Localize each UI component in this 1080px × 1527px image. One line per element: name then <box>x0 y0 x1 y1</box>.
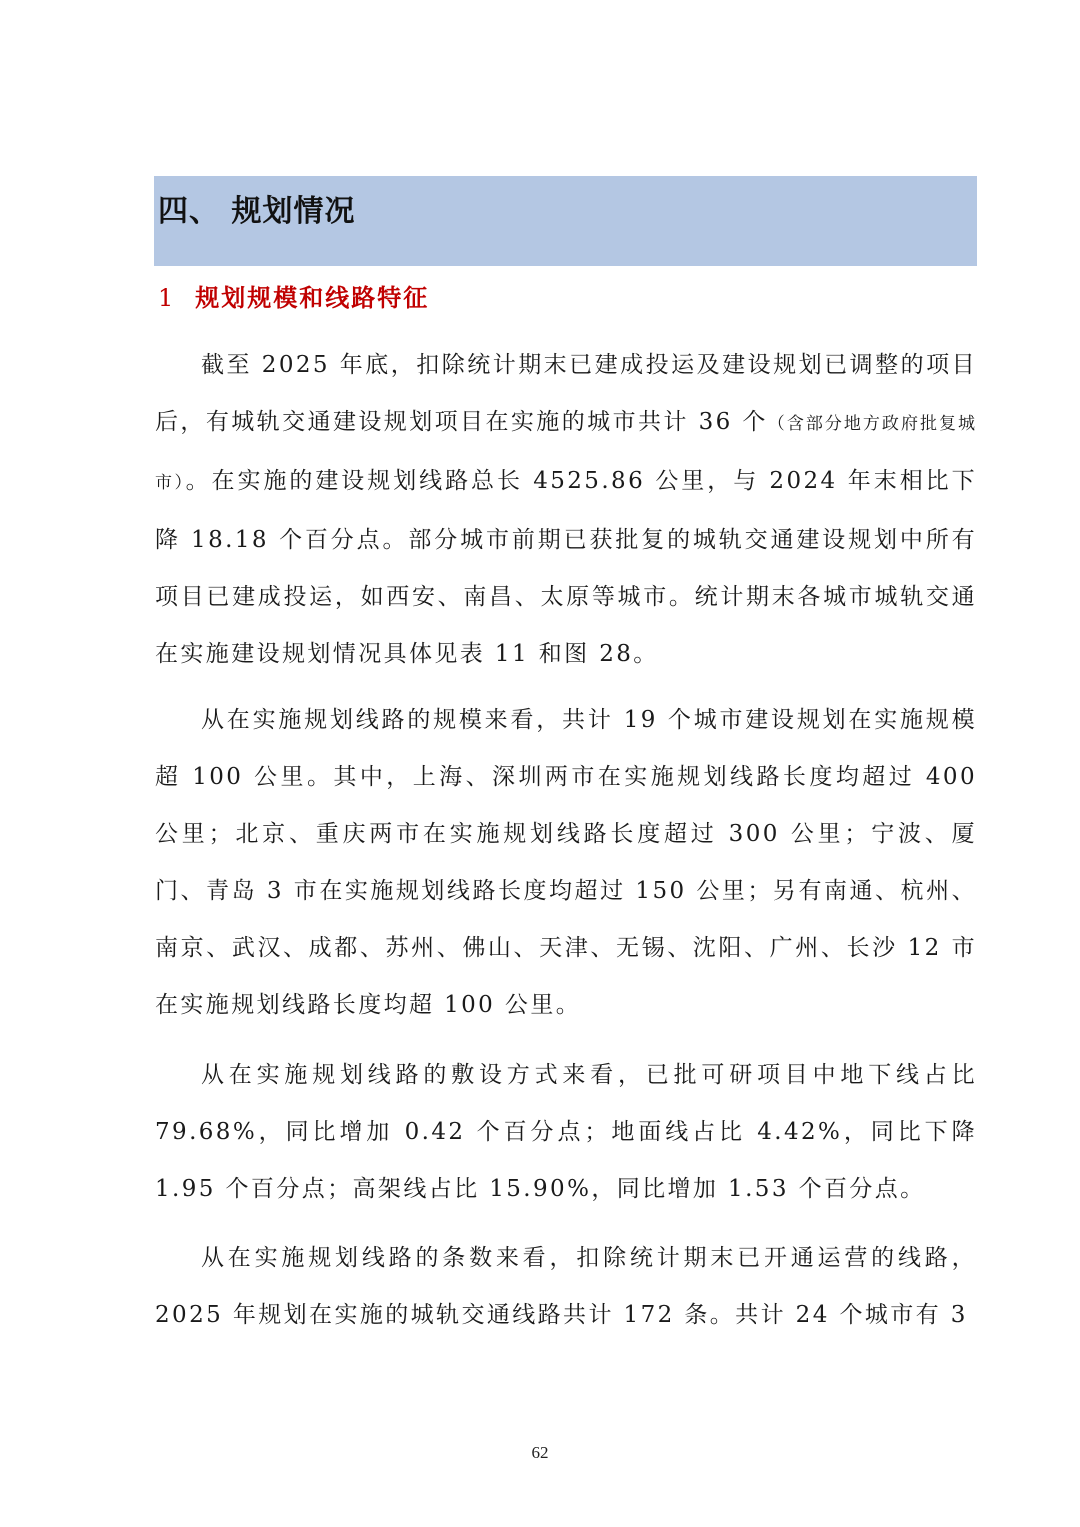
subsection-number: 1 <box>158 284 176 312</box>
paragraph-text: 截至 2025 年底，扣除统计期末已建成投运及建设规划已调整的项目后，有城轨交通建设规划项目在实施的城市共计 36 个 <box>155 352 977 435</box>
paragraph-text: 。在实施的建设规划线路总长 4525.86 公里，与 2024 年末相比下降 18.18 个百分点。部分城市前期已获批复的城轨交通建设规划中所有项目已建成投运，如西安、南昌、太原等城市。统计期末各城市城轨交通在实施建设规划情况具体见表 11 和图 28。 <box>155 468 977 667</box>
paragraph-laying-method: 从在实施规划线路的敷设方式来看，已批可研项目中地下线占比 79.68%，同比增加 0.42 个百分点；地面线占比 4.42%，同比下降 1.95 个百分点；高架线占比 15.90%，同比增加 1.53 个百分点。 <box>155 1062 977 1202</box>
section-title: 四、 规划情况 <box>158 194 356 229</box>
paragraph-planning-scale: 从在实施规划线路的规模来看，共计 19 个城市建设规划在实施规模超 100 公里。其中，上海、深圳两市在实施规划线路长度均超过 400 公里；北京、重庆两市在实施规划线路长度超过 300 公里；宁波、厦门、青岛 3 市在实施规划线路长度均超过 150 公里；另有南通、杭州、南京、武汉、成都、苏州、佛山、天津、无锡、沈阳、广州、长沙 12 市在实施规划线路长度均超 100 公里。 <box>155 707 977 1018</box>
subsection-title: 规划规模和线路特征 <box>195 283 430 312</box>
paragraph-note: （含部分地方政府批复城市） <box>155 414 978 493</box>
subsection-heading <box>158 278 429 318</box>
paragraph-line-count: 从在实施规划线路的条数来看，扣除统计期末已开通运营的线路，2025 年规划在实施的城轨交通线路共计 172 条。共计 24 个城市有 3 <box>155 1245 977 1328</box>
page-number: 62 <box>531 1443 549 1462</box>
paragraph-planning-overview <box>155 337 977 683</box>
